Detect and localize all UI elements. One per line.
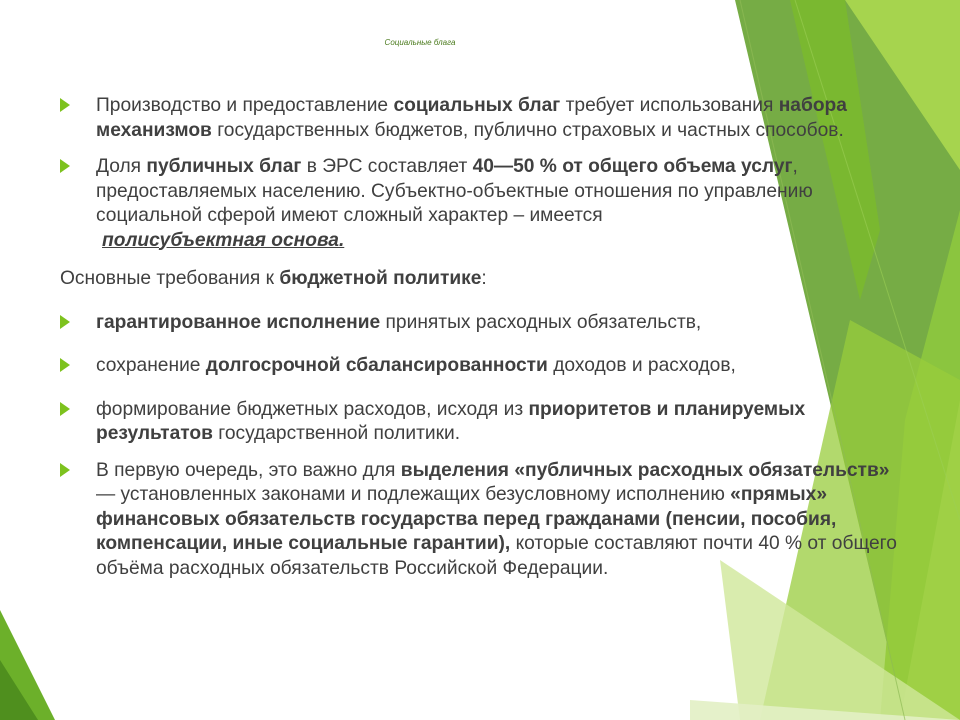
bullet-item-production: [60, 94, 905, 143]
text: государственных бюджетов, публично страховых и частных способов.: [211, 119, 844, 141]
text: доходов и расходов,: [547, 355, 736, 376]
text: принятых расходных обязательств,: [380, 311, 702, 333]
triangle-right-icon: [60, 402, 70, 416]
text: Доля: [96, 156, 147, 177]
bold-text: гарантированное исполнение: [96, 311, 381, 333]
triangle-right-icon: [60, 463, 70, 477]
text: , предоставляемых населению. Субъектно-объектные отношения по управлению социальной сферой имеют сложный характер – имеется: [96, 156, 813, 226]
slide-title: Социальные блага: [384, 38, 456, 47]
bold-text: выделения «публичных расходных обязательств»: [400, 459, 890, 481]
text: в ЭРС составляет: [301, 156, 473, 177]
triangle-right-icon: [60, 358, 70, 372]
text: требует использования: [560, 95, 779, 116]
triangle-right-icon: [60, 98, 70, 112]
text: государственной политики.: [212, 423, 461, 444]
bold-text: 40—50 % от общего объема услуг: [472, 156, 793, 177]
text: формирование бюджетных расходов, исходя из: [96, 398, 529, 420]
bullet-item-budget-formation: [60, 398, 905, 447]
underlined-term: полисубъектная основа.: [102, 229, 345, 251]
bullet-item-guaranteed-execution: [60, 311, 905, 336]
bold-text: публичных благ: [146, 156, 302, 177]
bold-text: бюджетной политике: [279, 268, 482, 289]
bold-text: «прямых» финансовых обязательств государства перед гражданами (пенсии, пособия, компенсации, иные социальные гарантии),: [96, 484, 837, 554]
bold-text: набора механизмов: [96, 95, 847, 141]
text: которые составляют почти 40 % от общего объёма расходных обязательств Российской Федерации.: [96, 533, 897, 579]
bold-text: социальных благ: [393, 95, 561, 116]
text: Основные требования к: [60, 268, 280, 289]
text: :: [481, 268, 487, 289]
bullet-item-public-goods-share: [60, 155, 905, 253]
bold-text: приоритетов и планируемых результатов: [96, 398, 806, 444]
bullet-item-public-obligations: [60, 459, 905, 582]
text: Производство и предоставление: [96, 95, 394, 116]
bullet-item-long-term-balance: [60, 354, 905, 379]
triangle-right-icon: [60, 159, 70, 173]
bold-text: долгосрочной сбалансированности: [205, 355, 548, 376]
text: сохранение: [96, 355, 206, 376]
requirements-heading: [60, 267, 905, 292]
text: — установленных законами и подлежащих безусловному исполнению: [96, 484, 731, 505]
slide-content: [60, 94, 905, 581]
text: В первую очередь, это важно для: [96, 459, 401, 481]
triangle-right-icon: [60, 315, 70, 329]
